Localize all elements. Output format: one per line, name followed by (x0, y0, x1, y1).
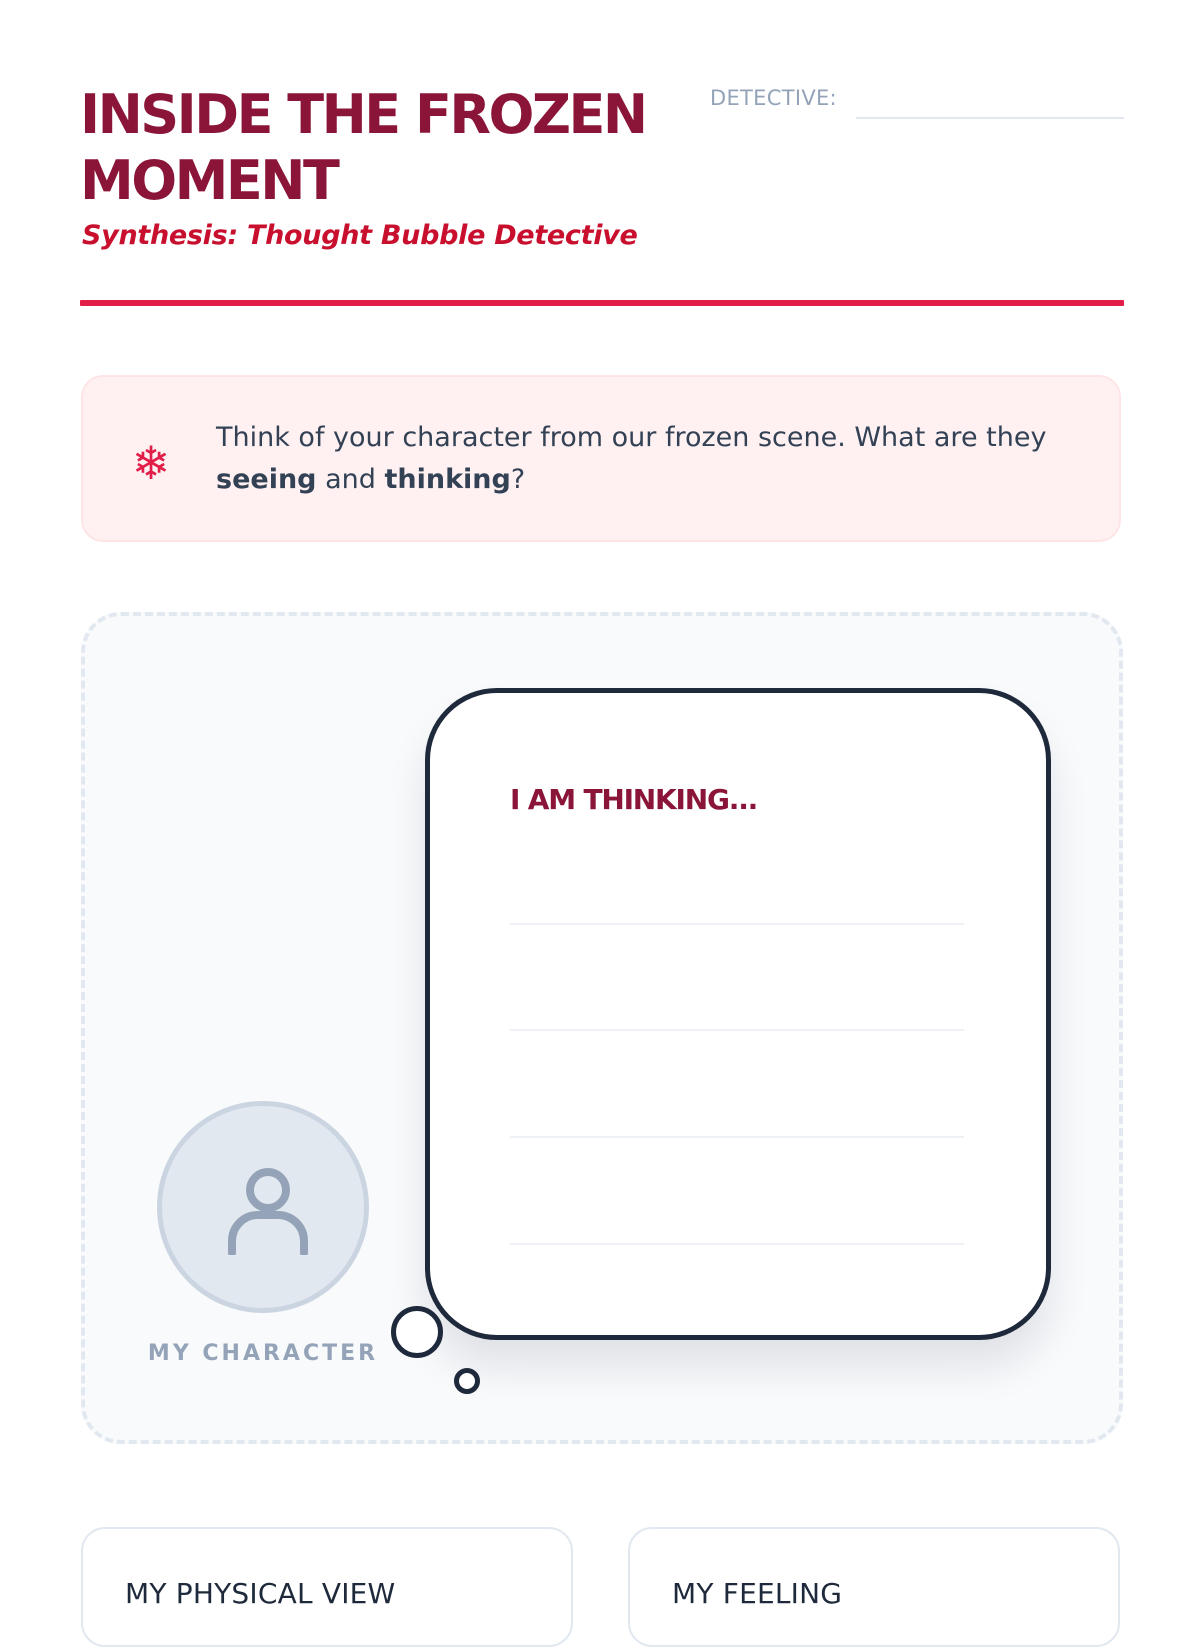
title-divider (80, 300, 1124, 306)
thought-bubble-tail-small (454, 1368, 480, 1394)
writing-line[interactable] (510, 1029, 964, 1031)
thought-bubble-heading: I AM THINKING... (510, 783, 758, 816)
user-icon (222, 1163, 314, 1255)
feeling-card (628, 1527, 1120, 1647)
character-avatar (157, 1101, 369, 1313)
thought-bubble[interactable] (425, 688, 1051, 1340)
emphasis-thinking: thinking (384, 464, 511, 495)
emphasis-seeing: seeing (216, 464, 317, 495)
instruction-box (81, 375, 1121, 542)
detective-label: DETECTIVE: (710, 86, 837, 110)
physical-view-title: MY PHYSICAL VIEW (125, 1577, 396, 1610)
feeling-title: MY FEELING (672, 1577, 843, 1610)
writing-line[interactable] (510, 1136, 964, 1138)
instruction-text: Think of your character from our frozen scene. What are they seeing and thinking? (216, 422, 1047, 495)
page-title: INSIDE THE FROZEN MOMENT (80, 83, 646, 212)
character-label: MY CHARACTER (147, 1341, 379, 1366)
character-stage (81, 612, 1123, 1444)
thought-bubble-tail-large (391, 1306, 443, 1358)
writing-line[interactable] (510, 923, 964, 925)
writing-line[interactable] (510, 1243, 964, 1245)
snowflake-icon: ❄ (131, 436, 171, 490)
page-subtitle: Synthesis: Thought Bubble Detective (82, 220, 638, 251)
physical-view-card (81, 1527, 573, 1647)
detective-name-field[interactable] (856, 117, 1124, 119)
